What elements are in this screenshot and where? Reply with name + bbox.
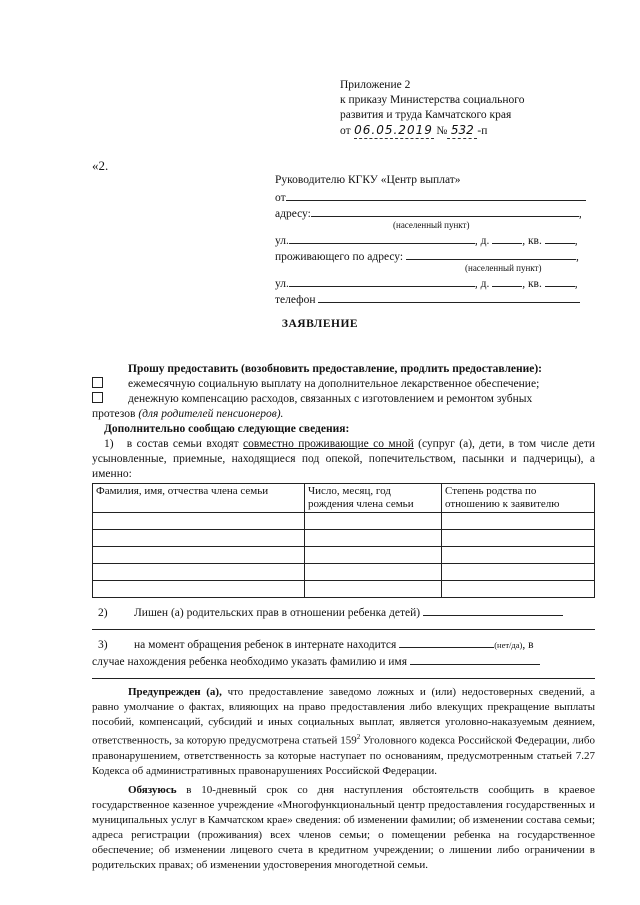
comma: ,	[574, 235, 578, 247]
appendix-line: к приказу Министерства социального	[340, 94, 525, 106]
apt-field-2[interactable]	[545, 274, 575, 287]
street-label: ул.	[275, 235, 289, 247]
item-3-extra-line[interactable]	[92, 670, 595, 679]
table-cell[interactable]	[305, 564, 442, 581]
option-2-label: денежную компенсацию расходов, связанных с изготовлением и ремонтом зубных	[128, 393, 533, 405]
item-1-number: 1)	[104, 438, 114, 450]
table-cell[interactable]	[305, 530, 442, 547]
item-3-line-2	[92, 653, 595, 670]
address-label: адресу:	[275, 208, 311, 220]
street-line-2	[275, 274, 595, 290]
apt-label: , кв.	[522, 235, 542, 247]
item-3	[92, 636, 595, 653]
order-number-suffix: -п	[477, 125, 488, 137]
table-cell[interactable]	[442, 564, 595, 581]
item-2-field[interactable]	[423, 604, 563, 616]
item-1	[92, 437, 595, 482]
item-3-text-2: случае нахождения ребенка необходимо указать фамилию и имя	[92, 656, 407, 668]
table-cell[interactable]	[442, 547, 595, 564]
option-2	[92, 392, 595, 407]
table-row	[93, 530, 595, 547]
apt-field[interactable]	[545, 231, 575, 244]
option-2-note: (для родителей пенсионеров).	[138, 408, 284, 420]
option-1-checkbox[interactable]	[92, 377, 103, 388]
table-row	[93, 564, 595, 581]
appendix-header	[340, 78, 524, 139]
comma: ,	[578, 208, 582, 220]
appendix-line: развития и труда Камчатского края	[340, 109, 512, 121]
item-3-number: 3)	[98, 639, 108, 651]
request-heading: Прошу предоставить (возобновить предоставление, продлить предоставление):	[128, 363, 543, 375]
table-cell[interactable]	[93, 564, 305, 581]
item-3-text: на момент обращения ребенок в интернате находится	[134, 639, 397, 651]
comma: ,	[574, 278, 578, 290]
item-1-text: в состав семьи входят	[126, 438, 239, 450]
from-label: от	[275, 192, 286, 204]
street-field-2[interactable]	[289, 274, 475, 287]
from-field[interactable]	[286, 188, 586, 201]
residing-label: проживающего по адресу:	[275, 251, 404, 263]
item-1-underlined: совместно проживающие со мной	[243, 438, 414, 450]
column-header: Фамилия, имя, отчества члена семьи	[93, 484, 305, 513]
number-sign: №	[436, 125, 448, 137]
table-cell[interactable]	[93, 513, 305, 530]
apt-label: , кв.	[522, 278, 542, 290]
table-cell[interactable]	[442, 513, 595, 530]
table-cell[interactable]	[93, 530, 305, 547]
appendix-date-line	[340, 123, 524, 139]
warning-text-2: Уголовного кодекса Российской Федерации, либо правонарушением, ответственность за которые наступает по основаниям, предусмотренным статьей 7.27 Кодекса об административных правонарушениях Российской Федерации.	[92, 734, 596, 777]
item-2-text: Лишен (а) родительских прав в отношении ребенка детей)	[134, 607, 421, 619]
table-row	[93, 547, 595, 564]
settlement-caption-2: (населенный пункт)	[465, 263, 542, 273]
comma: ,	[575, 251, 579, 263]
street-label: ул.	[275, 278, 289, 290]
obligation-text: в 10-дневный срок со дня наступления обстоятельств сообщить в краевое государственное казенное учреждение «Многофункциональный центр предоставления государственных и муниципальных услуг в Камчатском крае» сведения: об изменении фамилии; об изменении состава семьи; адреса регистрации (проживания) всех членов семьи; о помещении ребенка на государственное обеспечение; об изменении лицевого счета в кредитном учреждении; о лишении либо ограничении в родительских правах; об изменении удостоверения многодетной семьи.	[92, 783, 595, 871]
table-cell[interactable]	[442, 581, 595, 598]
street-field[interactable]	[289, 231, 475, 244]
settlement-caption: (населенный пункт)	[393, 220, 470, 230]
address-field[interactable]	[311, 204, 579, 217]
house-field-2[interactable]	[492, 274, 522, 287]
appendix-line: Приложение 2	[340, 79, 411, 91]
phone-line	[275, 290, 595, 306]
table-cell[interactable]	[93, 581, 305, 598]
house-label: , д.	[474, 278, 490, 290]
order-date: 06.05.2019	[354, 123, 433, 137]
extra-heading: Дополнительно сообщаю следующие сведения:	[104, 423, 350, 435]
item-3-yesno: (нет/да)	[494, 640, 523, 650]
option-1	[92, 377, 595, 392]
item-1-text-cont: (супруг (а), дети, в том числе дети усыновленные, приемные, находящиеся под опекой, попечительством, пасынки и падчерицы), а именно:	[92, 438, 595, 480]
item-3-tail: , в	[522, 639, 534, 651]
address-line	[275, 204, 595, 220]
phone-field[interactable]	[318, 290, 580, 303]
address-block	[275, 172, 595, 306]
from-line	[275, 188, 595, 204]
order-number: 532	[447, 123, 477, 139]
table-header-row	[93, 484, 595, 513]
quote-mark: «2.	[92, 158, 109, 173]
table-cell[interactable]	[442, 530, 595, 547]
option-1-label: ежемесячную социальную выплату на дополнительное лекарственное обеспечение;	[128, 378, 540, 390]
item-3-field[interactable]	[399, 636, 494, 648]
warning-lead: Предупрежден (а),	[128, 686, 222, 698]
document-body	[92, 362, 595, 873]
house-label: , д.	[474, 235, 490, 247]
table-cell[interactable]	[305, 547, 442, 564]
item-2-extra-line[interactable]	[92, 621, 595, 630]
table-cell[interactable]	[93, 547, 305, 564]
street-line	[275, 231, 595, 247]
column-header: Степень родства по отношению к заявителю	[442, 484, 595, 513]
option-2-continuation	[92, 407, 595, 422]
warning-paragraph	[92, 685, 595, 779]
column-header: Число, месяц, год рождения члена семьи	[305, 484, 442, 513]
warning-text: что предоставление заведомо ложных и (или) недостоверных сведений, а равно умолчание о фактах, влияющих на право предоставления либо влекущих прекращение выплаты пособий, компенсаций, субсидий и иных социальных выплат, является уголовно-наказуемым деянием, ответственность, за которую предусмотрена статьей 159	[92, 686, 595, 747]
table-row	[93, 513, 595, 530]
table-cell[interactable]	[305, 581, 442, 598]
residing-field[interactable]	[406, 247, 576, 260]
option-2-label-cont: протезов	[92, 408, 136, 420]
option-2-checkbox[interactable]	[92, 392, 103, 403]
obligation-lead: Обязуюсь	[128, 783, 177, 796]
item-2-number: 2)	[98, 607, 108, 619]
table-row	[93, 581, 595, 598]
recipient-line: Руководителю КГКУ «Центр выплат»	[275, 174, 461, 186]
item-2	[92, 604, 595, 621]
phone-label: телефон	[275, 294, 316, 306]
family-table	[92, 483, 595, 598]
house-field[interactable]	[492, 231, 522, 244]
obligation-paragraph	[92, 783, 595, 873]
item-3-name-field[interactable]	[410, 653, 540, 665]
from-label: от	[340, 125, 351, 137]
residing-line	[275, 247, 595, 263]
warning-sup: 2	[356, 733, 361, 741]
table-cell[interactable]	[305, 513, 442, 530]
document-title: ЗАЯВЛЕНИЕ	[281, 318, 359, 330]
